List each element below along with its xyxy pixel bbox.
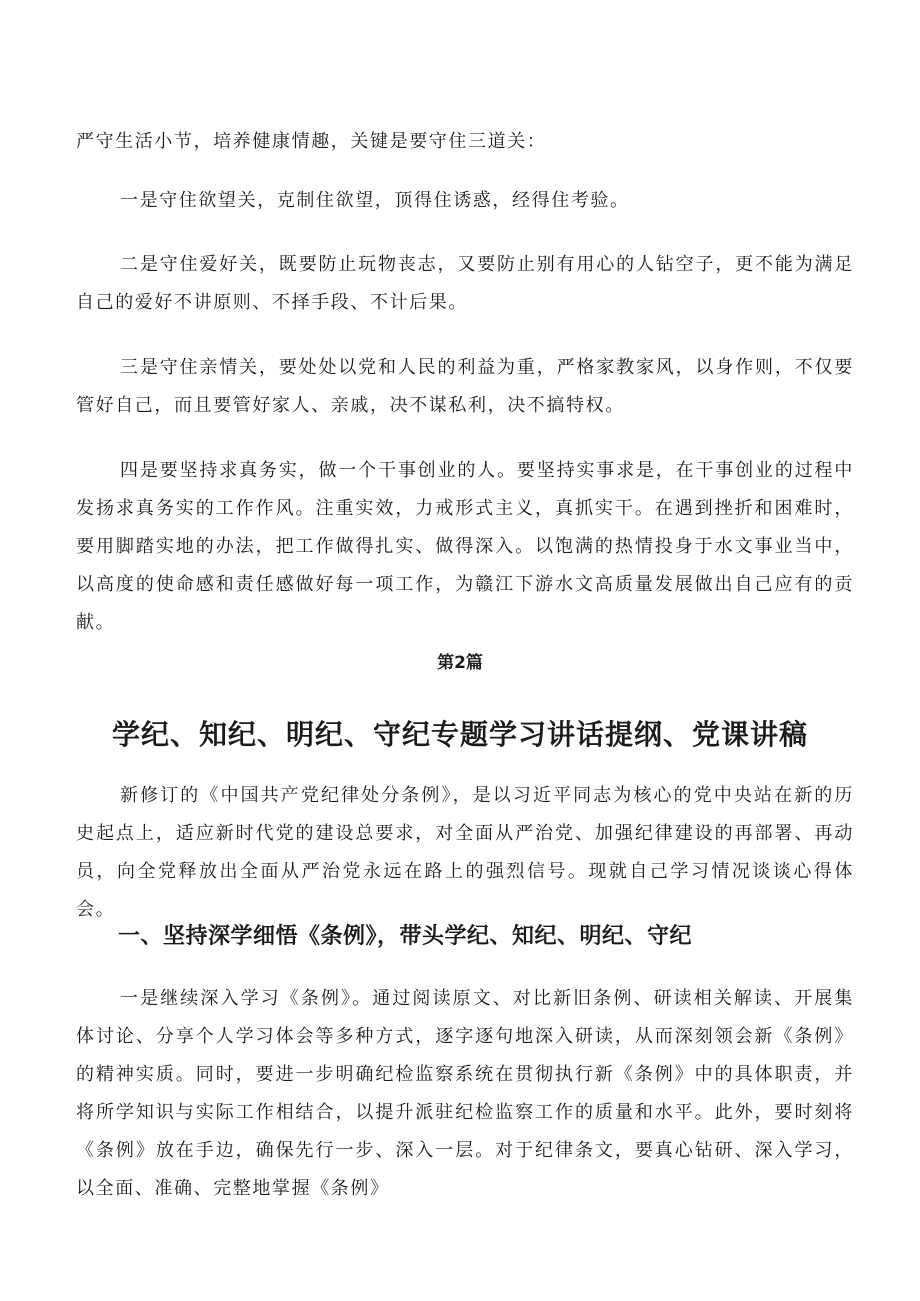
paragraph-regulations-intro: 新修订的《中国共产党纪律处分条例》，是以习近平同志为核心的党中央站在新的历史起点上，适应新时代党的建设总要求，对全面从严治党、加强纪律建设的再部署、再动员，向全党释放出全面从严治党永远在路上的强烈信号。现就自己学习情况谈谈心得体会。 <box>76 785 854 920</box>
paragraph-family-gate: 三是守住亲情关，要处处以党和人民的利益为重，严格家教家风，以身作则，不仅要管好自己，而且要管好家人、亲戚，决不谋私利，决不搞特权。 <box>76 357 854 416</box>
paragraph-three-gates-intro: 严守生活小节，培养健康情趣，关键是要守住三道关： <box>76 131 547 152</box>
part-label: 第2篇 <box>437 653 483 673</box>
paragraph-study-regulations: 一是继续深入学习《条例》。通过阅读原文、对比新旧条例、研读相关解读、开展集体讨论、分享个人学习体会等多种方式，逐字逐句地深入研读，从而深刻领会新《条例》的精神实质。同时，要进一步明确纪检监察系统在贯彻执行新《条例》中的具体职责，并将所学知识与实际工作相结合，以提升派驻纪检监察工作的质量和水平。此外，要时刻将《条例》放在手边，确保先行一步、深入一层。对于纪律条文，要真心钻研、深入学习，以全面、准确、完整地掌握《条例》 <box>76 988 854 1199</box>
paragraph-desire-gate: 一是守住欲望关，克制住欲望，顶得住诱惑，经得住考验。 <box>120 190 630 211</box>
paragraph-hobby-gate: 二是守住爱好关，既要防止玩物丧志，又要防止别有用心的人钻空子，更不能为满足自己的爱好不讲原则、不择手段、不计后果。 <box>76 254 854 313</box>
paragraph-pragmatic-work: 四是要坚持求真务实，做一个干事创业的人。要坚持实事求是，在干事创业的过程中发扬求真务实的工作作风。注重实效，力戒形式主义，真抓实干。在遇到挫折和困难时，要用脚踏实地的办法，把工作做得扎实、做得深入。以饱满的热情投身于水文事业当中，以高度的使命感和责任感做好每一项工作，为赣江下游水文高质量发展做出自己应有的贡献。 <box>76 460 854 633</box>
section-heading: 一、坚持深学细悟《条例》，带头学纪、知纪、明纪、守纪 <box>118 924 693 949</box>
document-title: 学纪、知纪、明纪、守纪专题学习讲话提纲、党课讲稿 <box>111 718 808 751</box>
